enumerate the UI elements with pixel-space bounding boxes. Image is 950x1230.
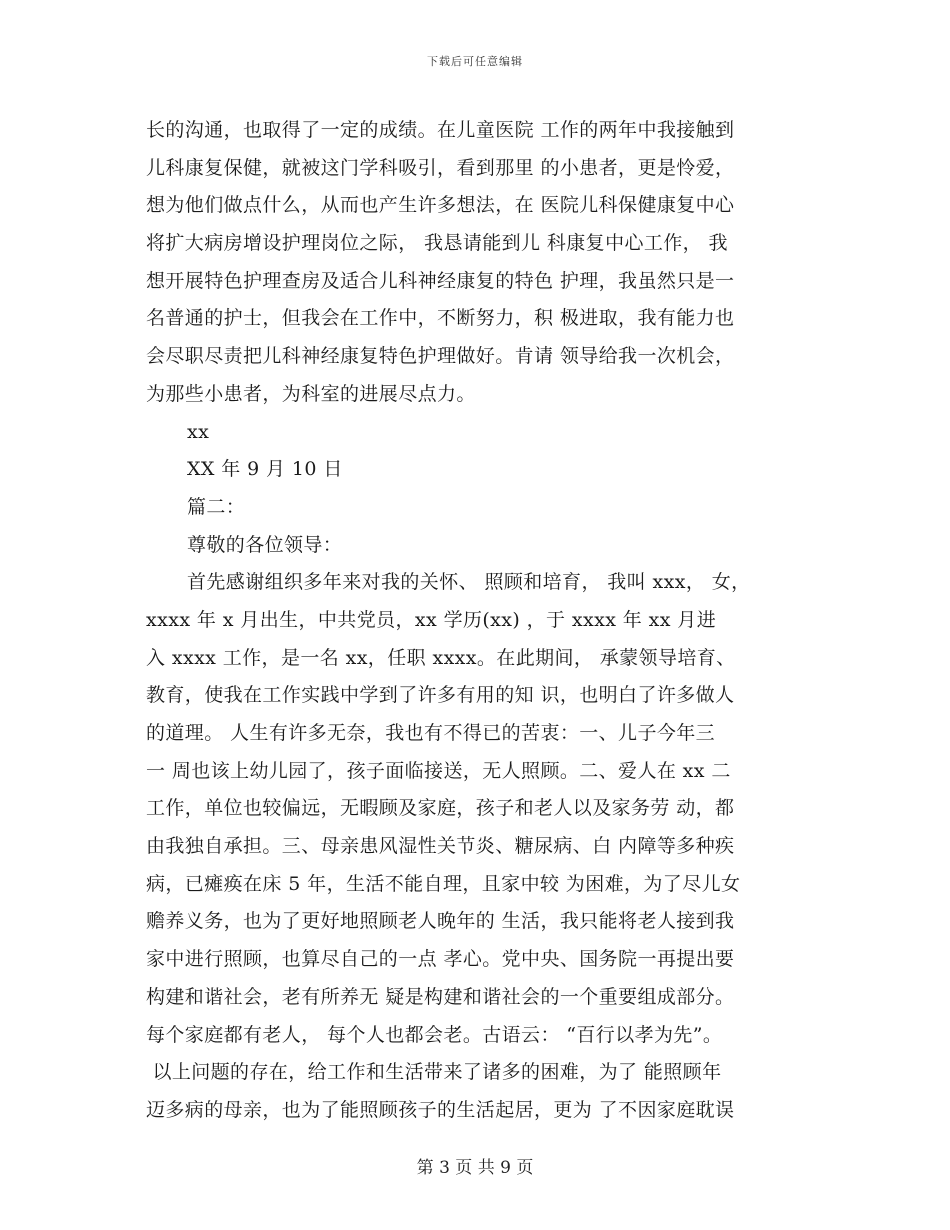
text-line: 的道理。 人生有许多无奈，我也有不得已的苦衷：一、儿子今年三 <box>146 722 716 744</box>
text-line: 想为他们做点什么，从而也产生许多想法，在 医院儿科保健康复中心 <box>146 194 735 217</box>
section-heading: 篇二： <box>187 495 246 518</box>
text-line: 每个家庭都有老人， 每个人也都会老。古语云： “百行以孝为先”。 <box>146 1023 723 1046</box>
text-line: 将扩大病房增设护理岗位之际， 我恳请能到儿 科康复中心工作， 我 <box>146 232 728 255</box>
signature-name: xx <box>187 420 210 443</box>
text-line: 名普通的护士，但我会在工作中，不断努力，积 极进取，我有能力也 <box>146 307 735 330</box>
salutation: 尊敬的各位领导： <box>187 533 343 556</box>
document-body <box>146 112 826 1130</box>
text-line: 教育，使我在工作实践中学到了许多有用的知 识，也明白了许多做人 <box>146 684 735 707</box>
text-line: 迈多病的母亲，也为了能照顾孩子的生活起居，更为 了不因家庭耽误 <box>146 1098 735 1121</box>
text-line: 为那些小患者，为科室的进展尽点力。 <box>146 382 476 405</box>
text-line: 构建和谐社会，老有所养无 疑是构建和谐社会的一个重要组成部分。 <box>146 985 735 1008</box>
text-line: 以上问题的存在，给工作和生活带来了诸多的困难，为了 能照顾年 <box>146 1061 722 1084</box>
page-number-footer: 第 3 页 共 9 页 <box>416 1158 534 1178</box>
text-line: 家中进行照顾，也算尽自己的一点 孝心。党中央、国务院一再提出要 <box>146 948 735 971</box>
text-line: 由我独自承担。三、母亲患风湿性关节炎、糖尿病、白 内障等多种疾 <box>146 835 735 858</box>
text-line: 入 xxxx 工作，是一名 xx，任职 xxxx。在此期间， 承蒙领导培育、 <box>146 646 736 669</box>
text-line: 赡养义务，也为了更好地照顾老人晚年的 生活，我只能将老人接到我 <box>146 910 735 933</box>
text-line: 会尽职尽责把儿科神经康复特色护理做好。肯请 领导给我一次机会， <box>146 345 735 368</box>
text-line: 想开展特色护理查房及适合儿科神经康复的特色 护理，我虽然只是一 <box>146 269 735 292</box>
text-line: xxxx 年 x 月出生，中共党员，xx 学历(xx) ，于 xxxx 年 xx 月进 <box>146 608 717 631</box>
text-line: 病，已瘫痪在床 5 年，生活不能自理，且家中较 为困难，为了尽儿女 <box>146 872 741 895</box>
text-line: 首先感谢组织多年来对我的关怀、 照顾和培育， 我叫 xxx， 女， <box>187 571 751 594</box>
text-line: 一 周也该上幼儿园了，孩子面临接送，无人照顾。二、爱人在 xx 二 <box>146 759 731 782</box>
text-line: 儿科康复保健，就被这门学科吸引，看到那里 的小患者，更是怜爱， <box>146 156 735 179</box>
text-line: 长的沟通，也取得了一定的成绩。在儿童医院 工作的两年中我接触到 <box>146 119 735 141</box>
text-line: 工作，单位也较偏远，无暇顾及家庭，孩子和老人以及家务劳 动，都 <box>146 797 735 820</box>
page-header: 下载后可任意编辑 <box>427 55 523 68</box>
signature-date: XX 年 9 月 10 日 <box>187 458 343 481</box>
